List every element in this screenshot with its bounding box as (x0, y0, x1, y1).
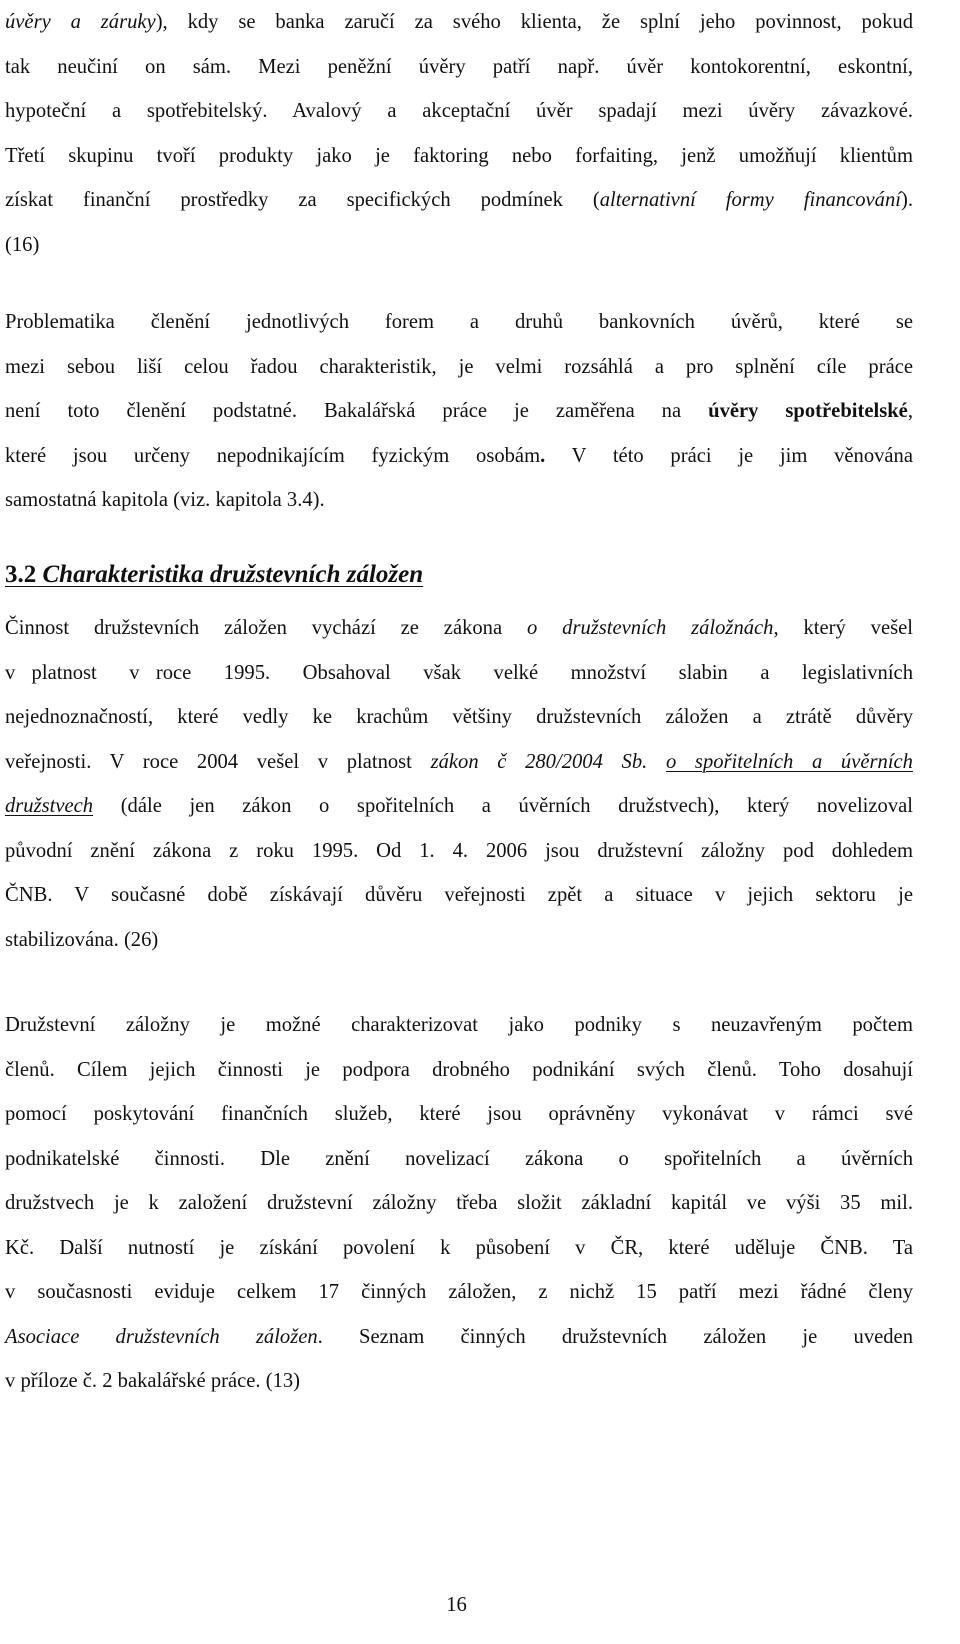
text-line: úvěry a záruky), kdy se banka zaručí za svého klienta, že splní jeho povinnost, pokud (5, 11, 913, 33)
text-line: Činnost družstevních záložen vychází ze zákona o družstevních záložnách, který vešel (5, 617, 913, 639)
text-line: ČNB. V současné době získávají důvěru veřejnosti zpět a situace v jejich sektoru je (5, 884, 913, 906)
text-line: družstvech (dále jen zákon o spořitelních a úvěrních družstvech), který novelizoval (5, 795, 913, 817)
text-line: členů. Cílem jejich činnosti je podpora drobného podnikání svých členů. Toho dosahují (5, 1058, 913, 1081)
section-heading (5, 553, 423, 597)
text-line: není toto členění podstatné. Bakalářská práce je zaměřena na úvěry spotřebitelské, (5, 400, 913, 422)
text-line: pomocí poskytování finančních služeb, které jsou oprávněny vykonávat v rámci své (5, 1103, 913, 1125)
text-line: družstvech je k založení družstevní záložny třeba složit základní kapitál ve výši 35 mil. (5, 1192, 913, 1214)
emphasis-consumer-credit: úvěry spotřebitelské (708, 400, 908, 422)
text-line: Třetí skupinu tvoří produkty jako je faktoring nebo forfaiting, jenž umožňují klientům (5, 144, 913, 167)
text-line: Družstevní záložny je možné charakterizovat jako podniky s neuzavřeným počtem (5, 1014, 913, 1036)
text-line: Problematika členění jednotlivých forem a druhů bankovních úvěrů, které se (5, 311, 913, 333)
text-line: získat finanční prostředky za specifických podmínek (alternativní formy financování). (5, 189, 913, 211)
text-line: původní znění zákona z roku 1995. Od 1. 4. 2006 jsou družstevní záložny pod dohledem (5, 839, 913, 862)
citation: (16) (5, 233, 40, 256)
text-line: samostatná kapitola (viz. kapitola 3.4). (5, 489, 325, 511)
paragraph-credit-unions-description (5, 1003, 913, 1404)
text-line: podnikatelské činnosti. Dle znění novelizací zákona o spořitelních a úvěrních (5, 1147, 913, 1170)
text-line: v současnosti eviduje celkem 17 činných záložen, z nichž 15 patří mezi řádné členy (5, 1281, 913, 1303)
text-line: mezi sebou liší celou řadou charakteristik, je velmi rozsáhlá a pro splnění cíle práce (5, 355, 913, 378)
text-line: Kč. Další nutností je získání povolení k působení v ČR, které uděluje ČNB. Ta (5, 1236, 913, 1259)
text-line: nejednoznačností, které vedly ke krachům většiny družstevních záložen a ztrátě důvěry (5, 706, 913, 728)
section-number: 3.2 (5, 561, 37, 588)
page-number: 16 (446, 1594, 467, 1616)
text-line: v příloze č. 2 bakalářské práce. (13) (5, 1370, 301, 1392)
section-title: Charakteristika družstevních záložen (36, 561, 424, 588)
text-line: stabilizována. (26) (5, 928, 159, 951)
paragraph-credit-unions-history (5, 606, 913, 962)
law-title-link-style: o spořitelních a úvěrních (665, 750, 913, 773)
text-line: veřejnosti. V roce 2004 vešel v platnost zákon č 280/2004 Sb. o spořitelních a úvěrních (5, 750, 913, 773)
text-line: hypoteční a spotřebitelský. Avalový a akceptační úvěr spadají mezi úvěry závazkové. (5, 100, 913, 122)
paragraph-intro-continued (5, 0, 913, 267)
text-line: v platnost v roce 1995. Obsahoval však velké množství slabin a legislativních (5, 661, 913, 684)
text-line: které jsou určeny nepodnikajícím fyzickým osobám. V této práci je jim věnována (5, 444, 913, 467)
text-line: Asociace družstevních záložen. Seznam činných družstevních záložen je uveden (5, 1325, 913, 1348)
text-line: tak neučiní on sám. Mezi peněžní úvěry patří např. úvěr kontokorentní, eskontní, (5, 55, 913, 78)
paragraph-credit-forms (5, 300, 913, 523)
